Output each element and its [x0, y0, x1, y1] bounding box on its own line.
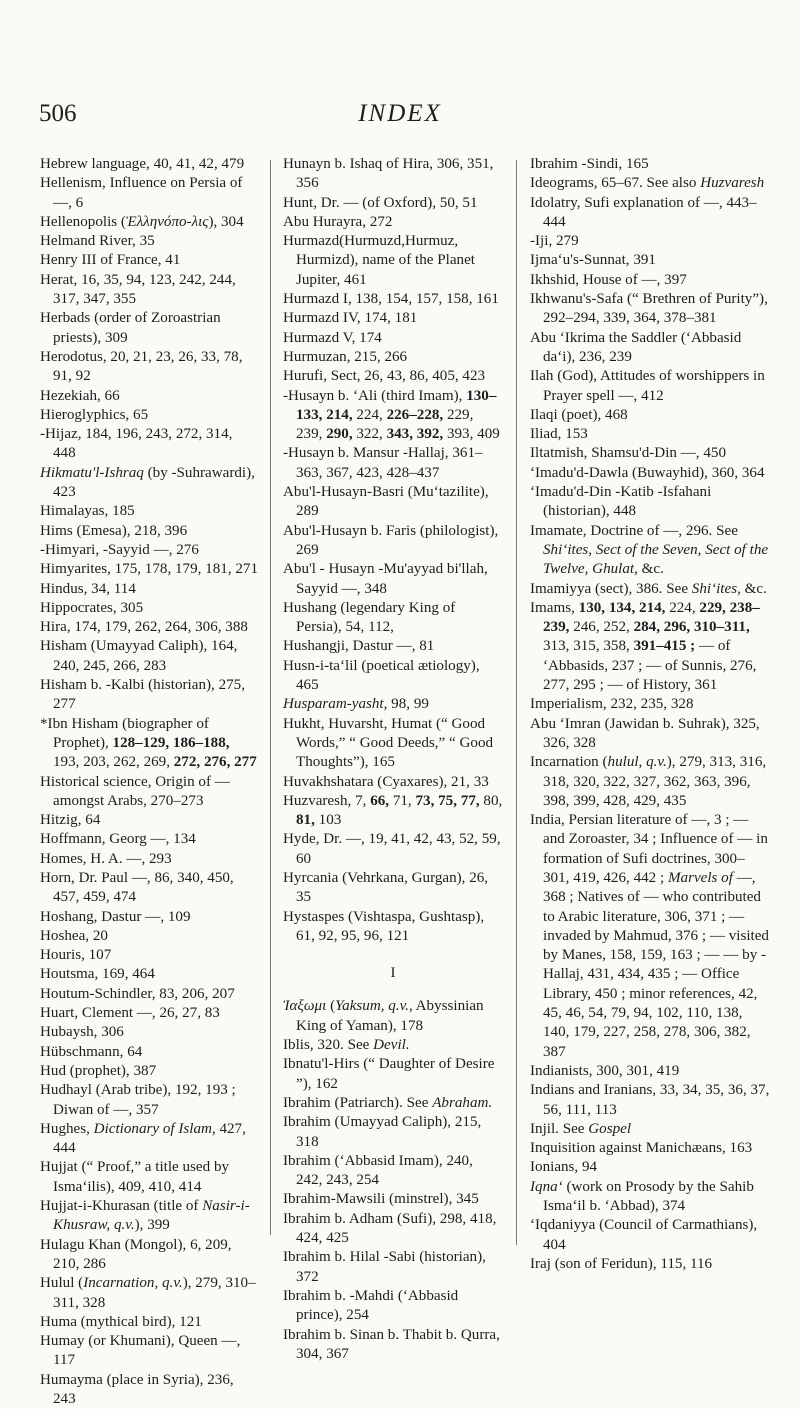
index-entry [40, 1197, 258, 1236]
entry-text: -Iji, 279 [530, 233, 579, 250]
entry-text: Ibrahim (Umayyad Caliph), 215, 318 [283, 1114, 482, 1150]
index-column-2 [283, 155, 503, 1364]
index-entry [283, 194, 503, 213]
entry-text: Ijma‘u's-Sunnat, 391 [530, 252, 656, 269]
entry-text: 224, [352, 406, 387, 423]
index-entry [40, 251, 258, 270]
index-entry [40, 541, 258, 560]
entry-text: Hyrcania (Vehrkana, Gurgan), 26, 35 [283, 869, 489, 906]
entry-text: Huzvaresh, 7, [283, 792, 371, 809]
entry-text: Husn-i-ta‘lil (poetical ætiology), 465 [283, 657, 480, 694]
index-entry [40, 348, 258, 387]
entry-text: Abu ‘Imran (Jawidan b. Suhrak), 325, 326, 328 [530, 715, 760, 751]
entry-text: Hikmatu'l-Ishraq [40, 464, 144, 481]
index-entry [530, 271, 770, 290]
column-rule-2 [516, 160, 517, 1245]
index-entry [283, 367, 503, 386]
entry-text: Houris, 107 [40, 947, 112, 964]
entry-text: Hurmuzan, 215, 266 [283, 348, 408, 365]
index-entry [40, 387, 258, 406]
entry-text: Ideograms, 65–67. See also [530, 175, 701, 192]
index-entry [283, 348, 503, 367]
index-entry [283, 560, 503, 599]
entry-text: 77, [460, 792, 480, 809]
entry-text: Abu Hurayra, 272 [283, 213, 393, 230]
index-entry [40, 946, 258, 965]
index-entry [283, 1190, 503, 1209]
index-entry [530, 329, 770, 368]
entry-text: 80, [479, 792, 503, 809]
entry-text: Huzvaresh [700, 175, 765, 192]
entry-text: Himalayas, 185 [40, 503, 135, 520]
index-entry [40, 174, 258, 213]
index-entry [283, 637, 503, 656]
index-entry [530, 483, 770, 522]
entry-text: Homes, H. A. —, 293 [40, 850, 172, 867]
entry-text: Horn, Dr. Paul —, 86, 340, 450, 457, 459, 474 [40, 869, 234, 906]
entry-text: Ἰαξωμι [283, 998, 327, 1015]
index-entry [530, 174, 770, 193]
entry-text: , Abyssinian King of Yaman), 178 [296, 998, 484, 1034]
index-entry [40, 637, 258, 676]
entry-text: Huart, Clement —, 26, 27, 83 [40, 1005, 220, 1022]
index-entry [40, 406, 258, 425]
index-entry [530, 811, 770, 1062]
entry-text: Abu ‘Ikrima the Saddler (‘Abbasid da‘i), 236, 239 [530, 329, 742, 365]
entry-text: (work on Prosody by the Sahib Isma‘il b. ‘Abbad), 374 [543, 1178, 754, 1215]
index-entry [40, 1158, 258, 1197]
entry-text: Abu'l - Husayn -Mu'ayyad bi'llah, Sayyid —, 348 [283, 561, 488, 597]
index-entry [283, 155, 503, 194]
index-entry [40, 618, 258, 637]
entry-text: Indians and Iranians, 33, 34, 35, 36, 37, 56, 111, 113 [530, 1082, 770, 1118]
entry-text: 272, 276, 277 [173, 754, 257, 771]
entry-text: — of ‘Abbasids, 237 ; — of Sunnis, 276, 277, 295 ; — of History, 361 [543, 638, 757, 694]
index-entry [40, 869, 258, 908]
index-entry [40, 232, 258, 251]
index-entry [283, 1036, 503, 1055]
index-entry [530, 155, 770, 174]
entry-text: Ibnatu'l-Hirs (“ Daughter of Desire ”), 162 [283, 1056, 495, 1092]
entry-text: Iblis, 320. See [283, 1037, 374, 1054]
entry-text: Ibrahim (Patriarch). See [283, 1094, 433, 1111]
entry-text: Ibrahim b. -Mahdi (‘Abbasid prince), 254 [283, 1287, 459, 1324]
entry-text: ), 399 [134, 1217, 170, 1234]
entry-text: Gospel [588, 1120, 632, 1137]
index-entry [530, 753, 770, 811]
entry-text: ‘Imadu'd-Din -Katib -Isfahani (historian), 448 [530, 484, 712, 520]
entry-text: -Hijaz, 184, 196, 243, 272, 314, 448 [40, 426, 233, 462]
index-entry [283, 329, 503, 348]
entry-text: Yaksum, q.v. [335, 998, 409, 1015]
entry-text: Herat, 16, 35, 94, 123, 242, 244, 317, 347, 355 [40, 271, 236, 308]
entry-text: Iliad, 153 [530, 426, 588, 443]
index-entry [40, 927, 258, 946]
entry-text: ( [326, 998, 336, 1015]
entry-text: Hübschmann, 64 [40, 1043, 143, 1060]
entry-text: -Husayn b. Mansur -Hallaj, 361–363, 367, 423, 428–437 [283, 445, 483, 481]
entry-text: 81, [296, 812, 315, 829]
entry-text: 193, 203, 262, 269, [53, 754, 174, 771]
entry-text: 393, 409 [443, 426, 500, 443]
entry-text: Humay (or Khumani), Queen —, 117 [40, 1333, 241, 1369]
index-entry [40, 309, 258, 348]
entry-text: 130–133, 214, [296, 387, 497, 423]
entry-text: 229, 239, [296, 406, 474, 443]
index-entry [40, 1081, 258, 1120]
entry-text: Hurmazd I, 138, 154, 157, 158, 161 [283, 291, 499, 308]
entry-text: Humayma (place in Syria), 236, 243 [40, 1371, 234, 1407]
index-entry [530, 599, 770, 695]
index-entry [283, 444, 503, 483]
index-entry [283, 830, 503, 869]
index-entry [530, 290, 770, 329]
entry-text: 130, 134, 214, [578, 599, 666, 616]
entry-text: Hezekiah, 66 [40, 387, 120, 404]
index-entry [283, 522, 503, 561]
entry-text: Hubaysh, 306 [40, 1024, 124, 1041]
entry-text: Husparam-yasht, [283, 696, 388, 713]
entry-text: 66, [370, 792, 390, 809]
index-entry [530, 1158, 770, 1177]
index-entry [283, 657, 503, 696]
entry-text: 73, 75, [415, 792, 457, 809]
entry-text: Imams, [530, 599, 579, 616]
index-entry [530, 251, 770, 270]
entry-text: -Husayn b. ‘Ali (third Imam), [283, 387, 467, 404]
entry-text: Hims (Emesa), 218, 396 [40, 522, 188, 539]
index-entry [40, 425, 258, 464]
index-entry [40, 580, 258, 599]
entry-text: Hindus, 34, 114 [40, 580, 136, 597]
index-entry [40, 155, 258, 174]
index-entry [40, 1274, 258, 1313]
index-entry [40, 1043, 258, 1062]
index-column-1 [40, 155, 258, 1409]
entry-text: 229, 238–239, [543, 599, 760, 636]
index-entry [283, 1326, 503, 1365]
entry-text: &c. [637, 561, 664, 578]
entry-text: Hystaspes (Vishtaspa, Gushtasp), 61, 92, 95, 96, 121 [283, 908, 485, 944]
index-entry [40, 1062, 258, 1081]
entry-text: Herbads (order of Zoroastrian priests), 309 [40, 310, 221, 346]
index-entry [283, 213, 503, 232]
index-entry [40, 830, 258, 849]
entry-text: Abu'l-Husayn-Basri (Mu‘tazilite), 289 [283, 484, 489, 520]
index-entry [283, 599, 503, 638]
entry-text: Ilah (God), Attitudes of worshippers in Prayer spell —, 412 [530, 368, 765, 404]
entry-text: Dictionary of Islam, [93, 1120, 216, 1137]
index-entry [283, 232, 503, 290]
entry-text: Imperialism, 232, 235, 328 [530, 696, 694, 713]
entry-text: Iraj (son of Feridun), 115, 116 [530, 1255, 713, 1272]
entry-text: I [390, 965, 396, 982]
index-entry [283, 715, 503, 773]
entry-text: Hurmazd(Hurmuzd,Hurmuz, Hurmizd), name of the Planet Jupiter, 461 [283, 233, 475, 288]
entry-text: ), 279, 313, 316, 318, 320, 322, 327, 362, 363, 396, 398, 399, 428, 429, 435 [543, 754, 767, 809]
entry-text: —, 368 ; Natives of — who contributed to Arabic literature, 306, 371 ; — invaded by Mahmud, 376 ; — visited by Manes, 158, 159, 163 ; — — by -Hallaj, 431, 434, 435 ; — Office Library, 450 ; minor references, 42, 45, 46, 54, 79, 94, 102, 110, 138, 140, 179, 227, 258, 278, 306, 382, 387 [543, 869, 769, 1060]
entry-text: &c. [740, 580, 767, 597]
entry-text: 290, [326, 426, 353, 443]
entry-text: Himyarites, 175, 178, 179, 181, 271 [40, 561, 259, 578]
entry-text: Hushang (legendary King of Persia), 54, 112, [283, 599, 456, 636]
entry-text: -Himyari, -Sayyid —, 276 [40, 541, 199, 558]
entry-text: Hurufi, Sect, 26, 43, 86, 405, 423 [283, 368, 486, 385]
entry-text: Henry III of France, 41 [40, 252, 181, 269]
entry-text: Ibrahim-Mawsili (minstrel), 345 [283, 1191, 479, 1208]
index-entry [283, 792, 503, 831]
index-entry [283, 387, 503, 445]
entry-text: 284, 296, 310–311, [633, 619, 750, 636]
index-entry [530, 194, 770, 233]
index-entry [40, 464, 258, 503]
entry-text: Nasir-i-Khusraw, q.v. [53, 1198, 250, 1234]
index-entry [40, 1004, 258, 1023]
entry-text: Hurmazd V, 174 [283, 329, 382, 346]
entry-text: Houtum-Schindler, 83, 206, 207 [40, 985, 235, 1002]
entry-text: Ikhwanu's-Safa (“ Brethren of Purity”), 292–294, 339, 364, 378–381 [530, 291, 768, 327]
entry-text: ), 279, 310–311, 328 [53, 1275, 256, 1311]
entry-text: ‘Imadu'd-Dawla (Buwayhid), 360, 364 [530, 464, 765, 481]
entry-text: 246, 252, [569, 619, 634, 636]
entry-text: 313, 315, 358, [543, 638, 634, 655]
entry-text: 103 [314, 812, 342, 829]
index-entry [40, 773, 258, 812]
entry-text: Hoshea, 20 [40, 927, 108, 944]
entry-text: Ilaqi (poet), 468 [530, 406, 628, 423]
index-entry [40, 271, 258, 310]
index-entry [40, 560, 258, 579]
entry-text: 226–228, [386, 406, 444, 423]
index-entry [283, 309, 503, 328]
index-entry [283, 1248, 503, 1287]
index-entry [40, 522, 258, 541]
entry-text: Helmand River, 35 [40, 233, 155, 250]
entry-text: 343, 392, [386, 426, 444, 443]
index-entry [530, 464, 770, 483]
entry-text: Abu'l-Husayn b. Faris (philologist), 269 [283, 522, 499, 558]
entry-text: Devil. [373, 1037, 410, 1054]
index-entry [530, 232, 770, 251]
entry-text: Hujjat (“ Proof,” a title used by Isma‘ilis), 409, 410, 414 [40, 1159, 230, 1195]
index-entry [283, 1094, 503, 1113]
index-entry [40, 985, 258, 1004]
index-entry [40, 715, 258, 773]
index-entry [283, 1152, 503, 1191]
entry-text: Houtsma, 169, 464 [40, 966, 155, 983]
entry-text: 427, 444 [53, 1120, 246, 1157]
entry-text: Hippocrates, 305 [40, 599, 144, 616]
index-entry [283, 1113, 503, 1152]
index-entry [283, 869, 503, 908]
entry-text: ), 304 [208, 213, 244, 230]
entry-text: 224, [665, 599, 700, 616]
index-entry [530, 1216, 770, 1255]
entry-text: Hukht, Huvarsht, Humat (“ Good Words,” “ Good Deeds,” “ Good Thoughts”), 165 [283, 715, 494, 771]
entry-text: 391–415 ; [633, 638, 696, 655]
section-letter [283, 964, 503, 983]
index-entry [283, 1287, 503, 1326]
entry-text: Hughes, [40, 1120, 94, 1137]
entry-text: Hisham b. -Kalbi (historian), 275, 277 [40, 677, 245, 713]
entry-text: Injil. See [530, 1120, 589, 1137]
index-entry [40, 850, 258, 869]
entry-text: Ibrahim b. Adham (Sufi), 298, 418, 424, 425 [283, 1210, 497, 1247]
index-entry [530, 1062, 770, 1081]
entry-text: Ibrahim b. Hilal -Sabi (historian), 372 [283, 1249, 486, 1285]
entry-text: Ibrahim -Sindi, 165 [530, 156, 649, 172]
index-entry [530, 580, 770, 599]
entry-text: Incarnation ( [530, 754, 608, 771]
entry-text: Hud (prophet), 387 [40, 1062, 157, 1079]
entry-text: Hudhayl (Arab tribe), 192, 193 ; Diwan of —, 357 [40, 1082, 236, 1118]
index-entry [40, 213, 258, 232]
page-number: 506 [39, 100, 77, 127]
entry-text: Imamiyya (sect), 386. See [530, 580, 692, 597]
entry-text: Hieroglyphics, 65 [40, 406, 149, 423]
entry-text: Hyde, Dr. —, 19, 41, 42, 43, 52, 59, 60 [283, 831, 501, 867]
entry-text: Hitzig, 64 [40, 812, 101, 829]
entry-text: Ionians, 94 [530, 1159, 598, 1176]
entry-text: Hoffmann, Georg —, 134 [40, 831, 196, 848]
index-entry [40, 1236, 258, 1275]
entry-text: Hisham (Umayyad Caliph), 164, 240, 245, 266, 283 [40, 638, 238, 674]
index-entry [530, 522, 770, 580]
index-entry [40, 1371, 258, 1409]
entry-text: Hunayn b. Ishaq of Hira, 306, 351, 356 [283, 156, 494, 192]
entry-text: Hurmazd IV, 174, 181 [283, 310, 418, 327]
entry-text: 128–129, 186–188, [112, 734, 230, 751]
entry-text: Ibrahim b. Sinan b. Thabit b. Qurra, 304, 367 [283, 1326, 500, 1362]
index-entry [283, 908, 503, 947]
index-entry [530, 367, 770, 406]
index-entry [530, 444, 770, 463]
index-entry [530, 1081, 770, 1120]
entry-text: Hoshang, Dastur —, 109 [40, 908, 191, 925]
entry-text: Huvakhshatara (Cyaxares), 21, 33 [283, 773, 489, 790]
index-entry [40, 676, 258, 715]
index-entry [40, 1332, 258, 1371]
entry-text: Hushangji, Dastur —, 81 [283, 638, 435, 655]
index-column-3 [530, 155, 770, 1274]
entry-text: Abraham. [432, 1094, 493, 1111]
index-entry [40, 908, 258, 927]
entry-text: Iqna‘ [530, 1178, 563, 1195]
index-entry [40, 502, 258, 521]
entry-text: Hellenopolis ( [40, 213, 126, 230]
index-entry [530, 1139, 770, 1158]
index-entry [530, 1178, 770, 1217]
entry-text: Hunt, Dr. — (of Oxford), 50, 51 [283, 194, 478, 211]
index-entry [283, 997, 503, 1036]
entry-text: Ikhshid, House of —, 397 [530, 271, 687, 288]
index-entry [283, 483, 503, 522]
index-entry [40, 811, 258, 830]
index-entry [283, 290, 503, 309]
entry-text: hulul, q.v. [607, 754, 667, 771]
entry-text: Hebrew language, 40, 41, 42, 479 [40, 156, 245, 172]
index-entry [283, 695, 503, 714]
index-entry [530, 1255, 770, 1274]
entry-text: Iltatmish, Shamsu'd-Din —, 450 [530, 445, 726, 462]
entry-text: (by -Suhrawardi), 423 [53, 464, 255, 501]
entry-text: Imamate, Doctrine of —, 296. See [530, 522, 738, 539]
entry-text: Ἑλληνόπο-λις [125, 213, 209, 230]
running-title: INDEX [358, 100, 442, 127]
entry-text: Hujjat-i-Khurasan (title of [40, 1198, 203, 1215]
entry-text: Hellenism, Influence on Persia of —, 6 [40, 175, 243, 211]
entry-text: Incarnation, q.v. [83, 1275, 183, 1292]
entry-text: Hulul ( [40, 1275, 84, 1292]
column-rule-1 [270, 160, 271, 1235]
index-entry [530, 425, 770, 444]
entry-text: Shi‘ites, [691, 580, 741, 597]
entry-text: Idolatry, Sufi explanation of —, 443–444 [530, 194, 757, 230]
entry-text: Indianists, 300, 301, 419 [530, 1062, 680, 1079]
entry-text: Historical science, Origin of — amongst Arabs, 270–273 [40, 773, 230, 809]
index-entry [40, 965, 258, 984]
entry-text: 71, [389, 792, 416, 809]
entry-text: Ibrahim (‘Abbasid Imam), 240, 242, 243, 254 [283, 1152, 473, 1189]
entry-text: *Ibn Hisham (biographer of Prophet), [40, 715, 209, 751]
entry-text: ‘Iqdaniyya (Council of Carmathians), 404 [530, 1217, 758, 1253]
entry-text: India, Persian literature of —, 3 ; — and Zoroaster, 34 ; Influence of — in formation of Sufi doctrines, 300–301, 419, 426, 442 ; [530, 812, 768, 886]
entry-text: 98, 99 [387, 696, 429, 713]
index-entry [530, 406, 770, 425]
entry-text: Inquisition against Manichæans, 163 [530, 1140, 753, 1157]
entry-text: Shi‘ites, Sect of the Seven, Sect of the Twelve, Ghulat, [543, 541, 769, 578]
entry-text: Herodotus, 20, 21, 23, 26, 33, 78, 91, 92 [40, 348, 243, 385]
index-entry [283, 1210, 503, 1249]
entry-text: Marvels of [667, 869, 733, 886]
index-entry [40, 599, 258, 618]
index-entry [530, 695, 770, 714]
index-entry [40, 1023, 258, 1042]
index-entry [530, 1120, 770, 1139]
index-entry [283, 1055, 503, 1094]
index-entry [283, 773, 503, 792]
index-entry [40, 1120, 258, 1159]
entry-text: 322, [352, 426, 387, 443]
index-entry [530, 715, 770, 754]
entry-text: Huma (mythical bird), 121 [40, 1313, 202, 1330]
entry-text: Hulagu Khan (Mongol), 6, 209, 210, 286 [40, 1236, 232, 1272]
entry-text: Hira, 174, 179, 262, 264, 306, 388 [40, 619, 248, 636]
